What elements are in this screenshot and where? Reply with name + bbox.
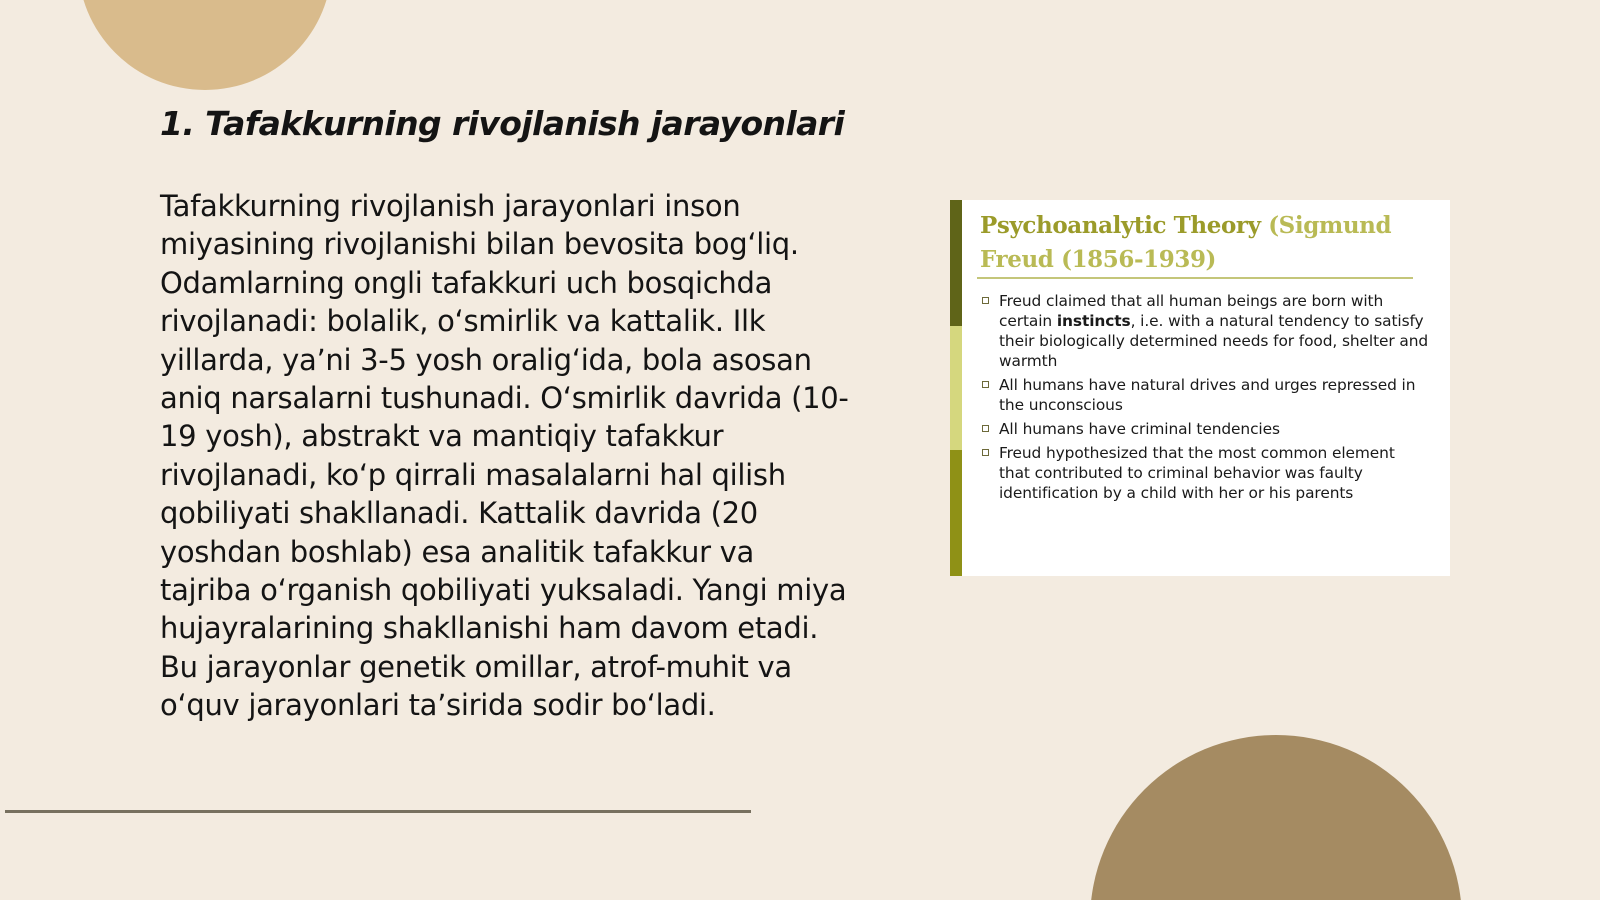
hollow-square-bullet-icon <box>982 381 989 388</box>
bullet-text-before: Freud claimed that all human beings are born with certain <box>999 292 1384 330</box>
card-accent-bar <box>950 200 962 576</box>
embedded-slide-image <box>950 200 1450 576</box>
card-accent-bar-bottom <box>950 450 962 576</box>
bullet-text: All humans have natural drives and urges repressed in the unconscious <box>999 376 1416 414</box>
bullet-text-after: , i.e. with a natural tendency to satisfy their biologically determined needs for food, shelter and warmth <box>999 312 1429 370</box>
hollow-square-bullet-icon <box>982 449 989 456</box>
card-accent-bar-middle <box>950 326 962 450</box>
decorative-circle-bottom <box>1090 735 1462 900</box>
list-item <box>980 375 1430 415</box>
card-title <box>980 209 1410 277</box>
card-title-strong: Psychoanalytic Theory <box>980 212 1261 239</box>
slide-body-text: Tafakkurning rivojlanish jarayonlari inson miyasining rivojlanishi bilan bevosita bog‘liq. Odamlarning ongli tafakkuri uch bosqichda rivojlanadi: bolalik, o‘smirlik va kattalik. Ilk yillarda, ya’ni 3-5 yosh oralig‘ida, bola asosan aniq narsalarni tushunadi. O‘smirlik davrida (10-19 yosh), abstrakt va mantiqiy tafakkur rivojlanadi, ko‘p qirrali masalalarni hal qilish qobiliyati shakllanadi. Kattalik davrida (20 yoshdan boshlab) esa analitik tafakkur va tajriba o‘rganish qobiliyati yuksaladi. Yangi miya hujayralarining shakllanishi ham davom etadi. Bu jarayonlar genetik omillar, atrof-muhit va o‘quv jarayonlari ta’sirida sodir bo‘ladi. <box>160 189 849 723</box>
divider-line <box>5 810 751 813</box>
bullet-text-bold: instincts <box>1056 312 1131 330</box>
hollow-square-bullet-icon <box>982 425 989 432</box>
card-title-rest: (Sigmund Freud (1856-1939) <box>980 212 1392 273</box>
list-item <box>980 419 1430 439</box>
decorative-circle-top <box>78 0 332 90</box>
hollow-square-bullet-icon <box>982 297 989 304</box>
card-title-underline <box>977 277 1413 279</box>
card-bullet-list <box>980 291 1430 507</box>
list-item <box>980 443 1430 503</box>
bullet-text: Freud hypothesized that the most common element that contributed to criminal behavior was faulty identification by a child with her or his parents <box>999 444 1395 502</box>
list-item <box>980 291 1430 371</box>
card-accent-bar-top <box>950 200 962 326</box>
slide-title: 1. Tafakkurning rivojlanish jarayonlari <box>160 104 845 143</box>
bullet-text: All humans have criminal tendencies <box>999 420 1280 438</box>
